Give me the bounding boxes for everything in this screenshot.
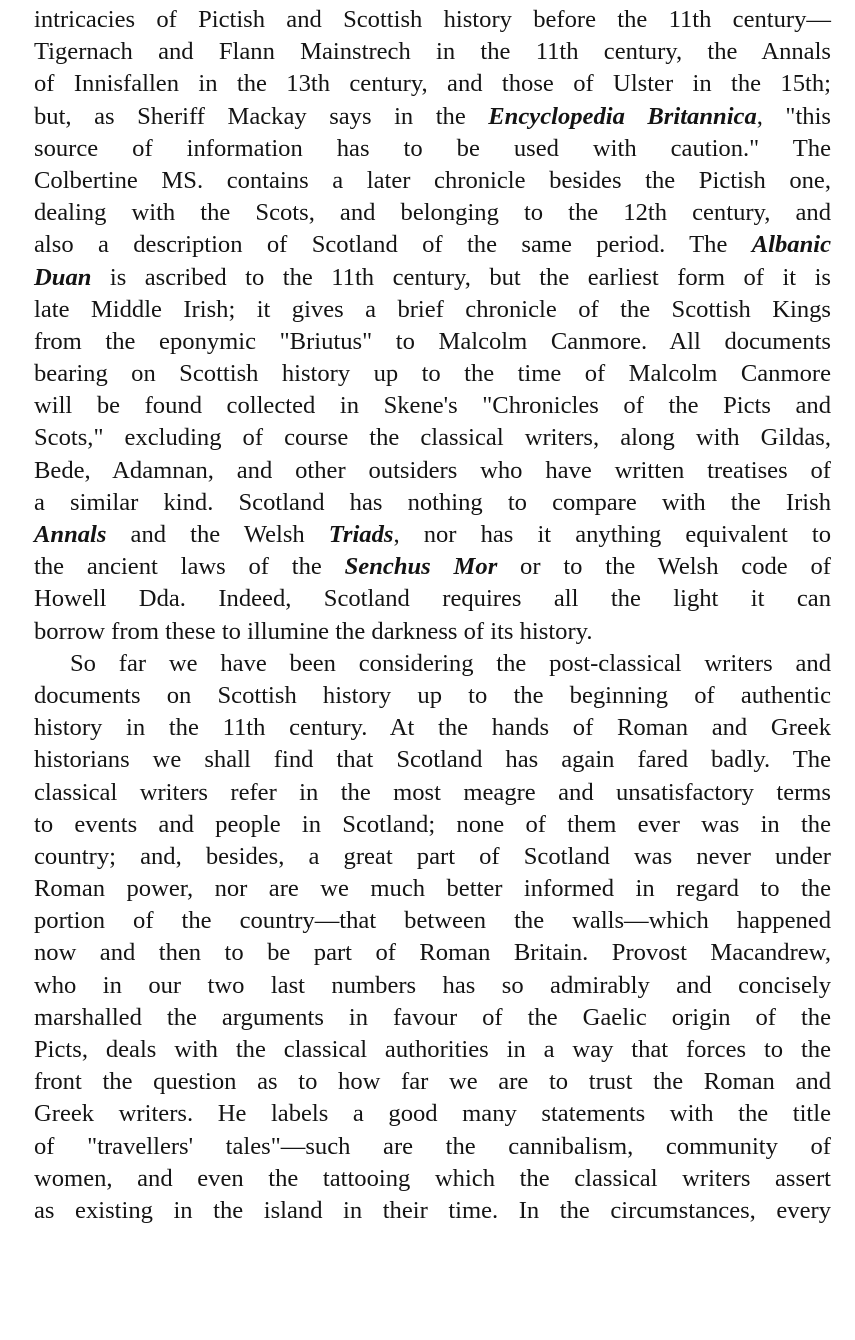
text-segment: Bede, Adamnan, and other outsiders who have written treatises of: [34, 456, 831, 484]
text-line: [34, 519, 831, 551]
text-segment: , "this: [756, 102, 831, 130]
text-line: [34, 1163, 831, 1195]
text-line: [34, 937, 831, 969]
text-line: [34, 712, 831, 744]
text-segment: also a description of Scotland of the same period. The: [34, 231, 752, 259]
text-line: [34, 133, 831, 165]
text-line: [34, 970, 831, 1002]
text-line: [34, 905, 831, 937]
text-segment: Howell Dda. Indeed, Scotland requires all the light it can: [34, 585, 831, 613]
text-segment: from the eponymic "Briutus" to Malcolm Canmore. All documents: [34, 327, 831, 355]
text-line: [34, 841, 831, 873]
text-segment: a similar kind. Scotland has nothing to compare with the Irish: [34, 488, 831, 516]
text-segment: or to the Welsh code of: [497, 553, 831, 581]
text-segment: Tigernach and Flann Mainstrech in the 11th century, the Annals: [34, 38, 831, 66]
text-segment: Roman power, nor are we much better informed in regard to the: [34, 875, 831, 903]
text-line: [34, 1034, 831, 1066]
text-segment: marshalled the arguments in favour of the Gaelic origin of the: [34, 1003, 831, 1031]
italic-title: Senchus Mor: [344, 553, 498, 581]
text-segment: classical writers refer in the most meagre and unsatisfactory terms: [34, 778, 831, 806]
text-line: [34, 422, 831, 454]
text-segment: is ascribed to the 11th century, but the earliest form of it is: [91, 263, 831, 291]
text-segment: So far we have been considering the post-classical writers and: [70, 649, 831, 677]
italic-title: Encyclopedia Britannica: [488, 102, 757, 130]
text-segment: as existing in the island in their time. In the circumstances, every: [34, 1196, 831, 1224]
text-line: [34, 1195, 831, 1227]
italic-title: Triads: [328, 521, 394, 548]
italic-title: Duan: [34, 263, 92, 291]
text-line: [34, 680, 831, 712]
text-segment: to events and people in Scotland; none of them ever was in the: [34, 810, 831, 838]
text-segment: , nor has it anything equivalent to: [393, 521, 831, 548]
text-line: [34, 36, 831, 68]
text-line: [34, 68, 831, 100]
text-line: [34, 1098, 831, 1130]
paragraph: [34, 648, 831, 1227]
text-segment: portion of the country—that between the walls—which happened: [34, 907, 831, 935]
text-segment: Colbertine MS. contains a later chronicle besides the Pictish one,: [34, 166, 831, 194]
text-segment: and the Welsh: [106, 521, 329, 548]
text-line: [34, 197, 831, 229]
text-line: [34, 648, 831, 680]
text-segment: now and then to be part of Roman Britain. Provost Macandrew,: [34, 939, 831, 967]
text-segment: Greek writers. He labels a good many statements with the title: [34, 1100, 831, 1128]
text-line: [34, 390, 831, 422]
text-segment: of "travellers' tales"—such are the cannibalism, community of: [34, 1132, 831, 1160]
text-segment: women, and even the tattooing which the classical writers assert: [34, 1164, 831, 1192]
paragraph: [34, 4, 831, 648]
text-segment: documents on Scottish history up to the beginning of authentic: [34, 681, 831, 709]
text-segment: borrow from these to illumine the darkness of its history.: [34, 617, 593, 645]
text-line: [34, 551, 831, 583]
text-segment: history in the 11th century. At the hands of Roman and Greek: [34, 714, 831, 742]
italic-title: Albanic: [751, 231, 831, 259]
text-segment: will be found collected in Skene's "Chronicles of the Picts and: [34, 392, 831, 420]
text-line: [34, 165, 831, 197]
text-line: [34, 616, 831, 648]
text-line: [34, 262, 831, 294]
text-line: [34, 229, 831, 261]
text-segment: of Innisfallen in the 13th century, and those of Ulster in the 15th;: [34, 70, 831, 98]
text-segment: dealing with the Scots, and belonging to the 12th century, and: [34, 199, 831, 227]
text-line: [34, 873, 831, 905]
text-segment: Picts, deals with the classical authorities in a way that forces to the: [34, 1036, 831, 1063]
text-segment: country; and, besides, a great part of Scotland was never under: [34, 842, 831, 870]
italic-title: Annals: [34, 521, 107, 548]
text-line: [34, 4, 831, 36]
text-segment: but, as Sheriff Mackay says in the: [34, 102, 489, 130]
text-line: [34, 1002, 831, 1034]
text-line: [34, 101, 831, 133]
text-segment: late Middle Irish; it gives a brief chronicle of the Scottish Kings: [34, 295, 831, 323]
text-segment: Scots," excluding of course the classical writers, along with Gildas,: [34, 424, 831, 452]
text-line: [34, 358, 831, 390]
text-segment: source of information has to be used with caution." The: [34, 134, 831, 162]
text-segment: who in our two last numbers has so admirably and concisely: [34, 971, 831, 999]
text-line: [34, 487, 831, 519]
text-line: [34, 326, 831, 358]
text-line: [34, 809, 831, 841]
text-line: [34, 294, 831, 326]
text-line: [34, 1066, 831, 1098]
text-line: [34, 1131, 831, 1163]
text-segment: historians we shall find that Scotland has again fared badly. The: [34, 746, 831, 774]
text-line: [34, 744, 831, 776]
text-line: [34, 455, 831, 487]
text-line: [34, 777, 831, 809]
text-segment: front the question as to how far we are to trust the Roman and: [34, 1068, 831, 1096]
text-segment: the ancient laws of the: [34, 553, 345, 581]
text-line: [34, 583, 831, 615]
text-segment: intricacies of Pictish and Scottish history before the 11th century—: [34, 6, 831, 33]
text-segment: bearing on Scottish history up to the time of Malcolm Canmore: [34, 360, 831, 388]
